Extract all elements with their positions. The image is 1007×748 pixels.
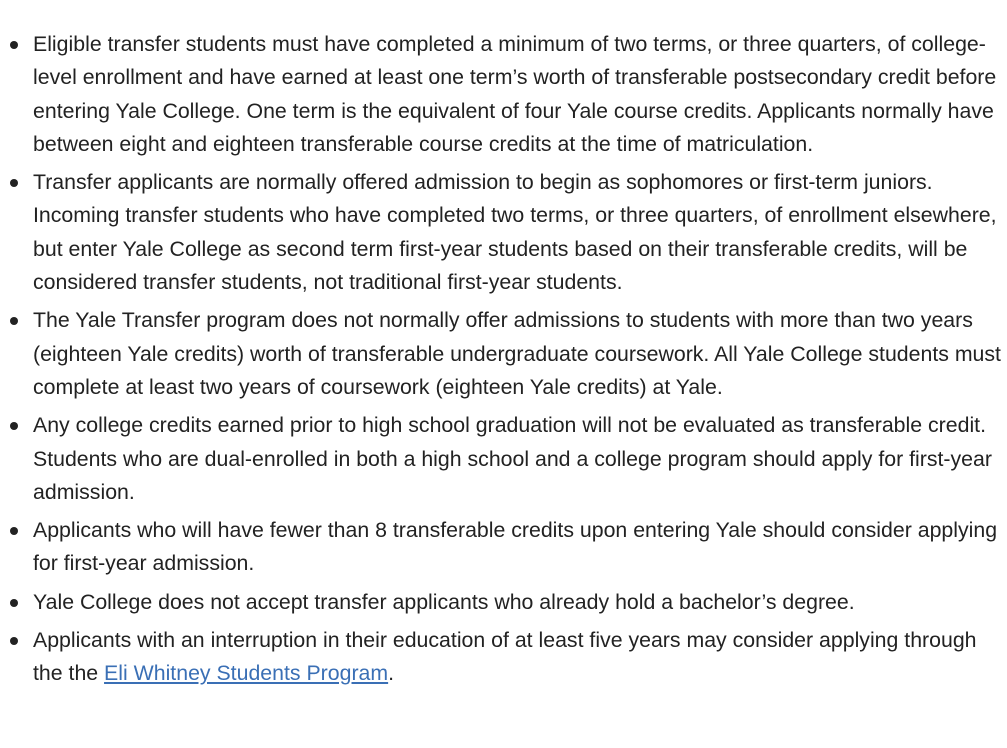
list-item-text-before-link: Applicants with an interruption in their education of at least five years may consider applying through the the [33,628,977,686]
bullet-icon [10,599,18,607]
list-item [0,624,1007,691]
bullet-icon [10,179,18,187]
list-item-text [33,624,1007,691]
bullet-icon [10,41,18,49]
list-item [0,166,1007,299]
list-item [0,514,1007,581]
list-item-text: Any college credits earned prior to high school graduation will not be evaluated as transferable credit. Students who are dual-enrolled in both a high school and a college program should apply for first-year admission. [33,413,992,504]
bullet-icon [10,422,18,430]
requirements-list [0,28,1007,691]
bullet-icon [10,527,18,535]
list-item-text: The Yale Transfer program does not normally offer admissions to students with more than two years (eighteen Yale credits) worth of transferable undergraduate coursework. All Yale College students must complete at least two years of coursework (eighteen Yale credits) at Yale. [33,308,1001,399]
list-item-text: Yale College does not accept transfer applicants who already hold a bachelor’s degree. [33,589,855,614]
list-item-text: Eligible transfer students must have completed a minimum of two terms, or three quarters, of college-level enrollment and have earned at least one term’s worth of transferable postsecondary credit before entering Yale College. One term is the equivalent of four Yale course credits. Applicants normally have between eight and eighteen transferable course credits at the time of matriculation. [33,32,997,156]
list-item-text: Applicants who will have fewer than 8 transferable credits upon entering Yale should consider applying for first-year admission. [33,518,998,576]
bullet-icon [10,317,18,325]
list-item [0,28,1007,161]
list-item [0,586,1007,619]
list-item [0,409,1007,509]
bullet-icon [10,637,18,645]
eli-whitney-program-link[interactable]: Eli Whitney Students Program [104,661,389,686]
list-item-text: Transfer applicants are normally offered admission to begin as sophomores or first-term juniors. Incoming transfer students who have completed two terms, or three quarters, of enrollment elsewhere, but enter Yale College as second term first-year students based on their transferable credits, will be considered transfer students, not traditional first-year students. [33,170,997,295]
list-item [0,304,1007,404]
list-item-text-after-link: . [388,661,395,686]
requirements-section [0,28,1007,696]
